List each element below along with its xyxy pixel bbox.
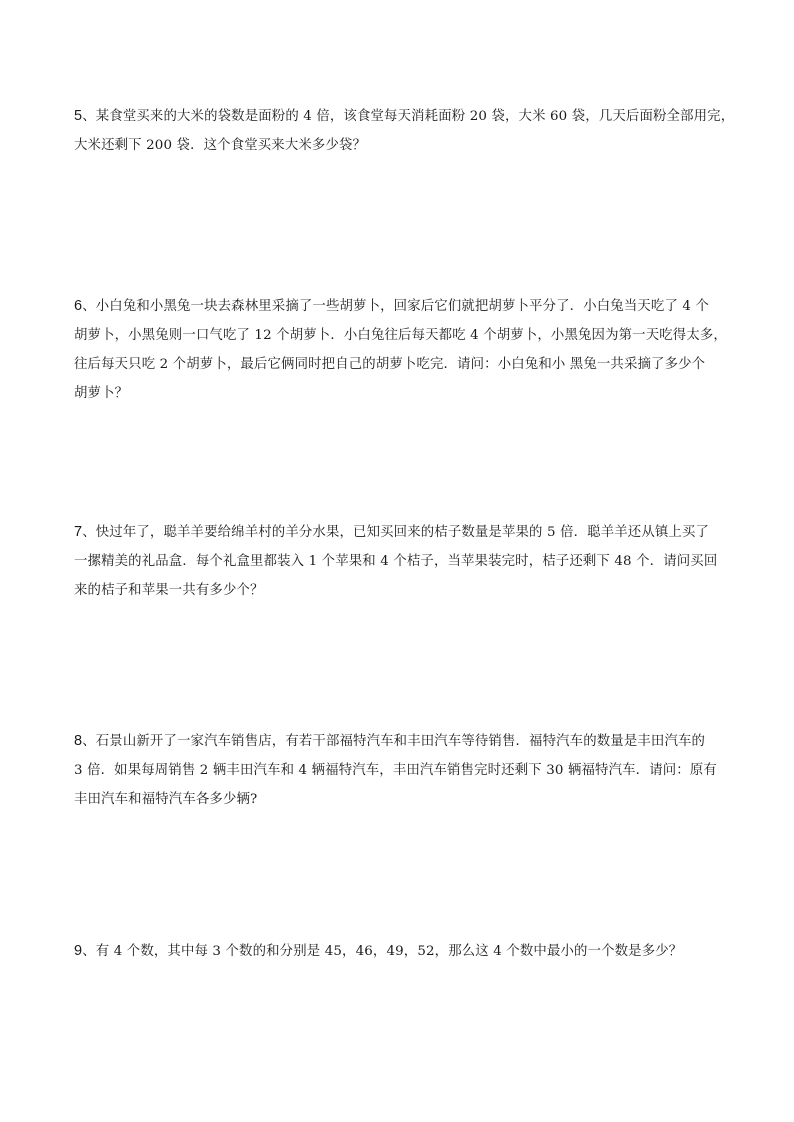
problem-7	[74, 518, 726, 605]
problem-line: 来的桔子和苹果一共有多少个？	[74, 583, 264, 598]
problem-line: 胡萝卜？	[74, 386, 129, 401]
problem-5	[74, 102, 735, 160]
problem-line: 胡萝卜，小黑兔则一口气吃了 12 个胡萝卜．小白兔往后每天都吃 4 个胡萝卜，小黑兔因为第一天吃得太多，	[74, 328, 727, 343]
problem-line: 一摞精美的礼品盒．每个礼盒里都装入 1 个苹果和 4 个桔子，当苹果装完时，桔子还剩下 48 个．请问买回	[74, 554, 718, 569]
problem-number: 8	[74, 733, 83, 749]
problem-number: 7	[74, 524, 83, 540]
problem-number: 9	[74, 943, 83, 959]
problem-number: 6	[74, 298, 83, 314]
problem-9	[74, 937, 726, 966]
problem-line: 8、石景山新开了一家汽车销售店，有若干部福特汽车和丰田汽车等待销售．福特汽车的数量是丰田汽车的	[74, 733, 706, 749]
problem-6	[74, 292, 726, 408]
problem-line: 5、某食堂买来的大米的袋数是面粉的 4 倍，该食堂每天消耗面粉 20 袋，大米 60 袋，几天后面粉全部用完，	[74, 108, 735, 124]
problem-line: 9、有 4 个数，其中每 3 个数的和分别是 45，46，49，52，那么这 4 个数中最小的一个数是多少？	[74, 943, 683, 959]
problem-line: 6、小白兔和小黑兔一块去森林里采摘了一些胡萝卜，回家后它们就把胡萝卜平分了．小白兔当天吃了 4 个	[74, 298, 710, 314]
problem-8	[74, 727, 726, 814]
problem-line: 丰田汽车和福特汽车各多少辆?	[74, 792, 258, 807]
problem-number: 5	[74, 108, 83, 124]
problem-line: 大米还剩下 200 袋．这个食堂买来大米多少袋？	[74, 138, 367, 153]
problem-line: 7、快过年了，聪羊羊要给绵羊村的羊分水果，已知买回来的桔子数量是苹果的 5 倍．聪羊羊还从镇上买了	[74, 524, 710, 540]
problem-line: 3 倍．如果每周销售 2 辆丰田汽车和 4 辆福特汽车，丰田汽车销售完时还剩下 30 辆福特汽车．请问：原有	[74, 763, 717, 778]
problem-line: 往后每天只吃 2 个胡萝卜，最后它俩同时把自己的胡萝卜吃完．请问：小白兔和小 黑兔一共采摘了多少个	[74, 357, 706, 372]
